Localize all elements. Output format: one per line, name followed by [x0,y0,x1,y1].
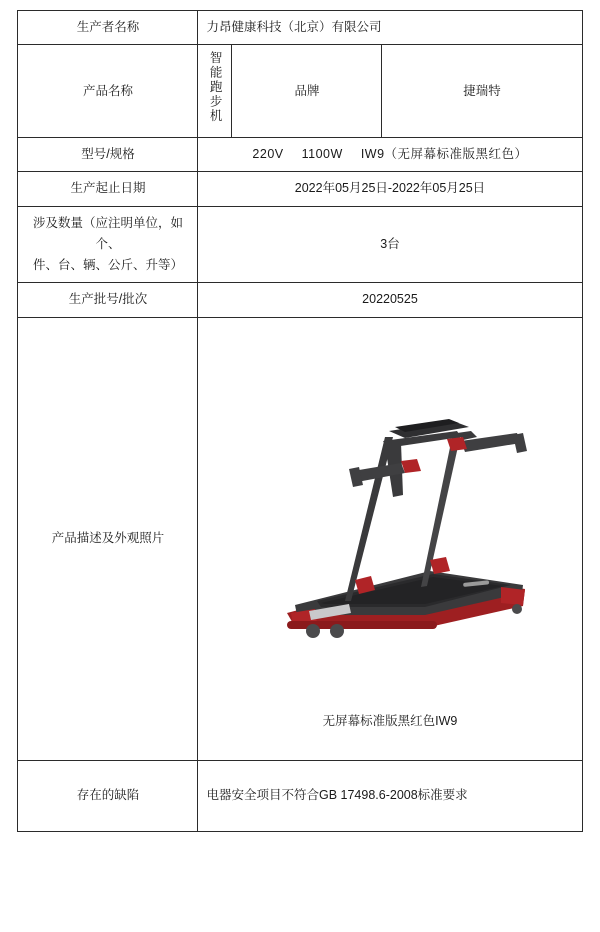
row-label-batch: 生产批号/批次 [18,283,198,317]
table-row-product-name [18,45,582,138]
document-page [0,10,600,932]
table-row-model-spec [18,138,582,172]
table-row-description-photo [18,317,582,760]
row-label-description-photo: 产品描述及外观照片 [18,317,198,760]
row-label-production-date: 生产起止日期 [18,172,198,206]
row-label-model-spec: 型号/规格 [18,138,198,172]
row-label-defect: 存在的缺陷 [18,760,198,831]
row-value-model-spec [198,138,582,172]
model-voltage: 220V [252,147,284,161]
row-value-batch: 20220525 [198,283,582,317]
table-row-batch [18,283,582,317]
row-value-manufacturer: 力昂健康科技（北京）有限公司 [198,11,582,45]
row-value-defect: 电器安全项目不符合GB 17498.6-2008标准要求 [198,760,582,831]
row-value-product-name [198,45,232,138]
row-value-brand: 捷瑞特 [382,45,582,138]
row-value-quantity: 3台 [198,206,582,283]
table-row-defect [18,760,582,831]
table-row-manufacturer [18,11,582,45]
row-label-product-name: 产品名称 [18,45,198,138]
photo-caption: 无屏幕标准版黑红色IW9 [322,713,458,728]
table-row-quantity [18,206,582,283]
row-label-manufacturer: 生产者名称 [18,11,198,45]
row-value-production-date: 2022年05月25日-2022年05月25日 [198,172,582,206]
model-power: 1100W [301,147,343,161]
row-label-brand: 品牌 [232,45,382,138]
table-row-production-date [18,172,582,206]
product-info-table [17,10,582,832]
row-value-description-photo [198,317,582,760]
quantity-label-line1: 涉及数量（应注明单位，如个、 [32,215,183,251]
model-code: IW9（无屏幕标准版黑红色） [360,147,528,161]
row-label-quantity [18,206,198,283]
treadmill-photo [206,345,573,705]
product-name-vertical-text: 智能跑步机 [208,51,223,124]
quantity-label-line2: 件、台、辆、公斤、升等） [32,258,183,272]
